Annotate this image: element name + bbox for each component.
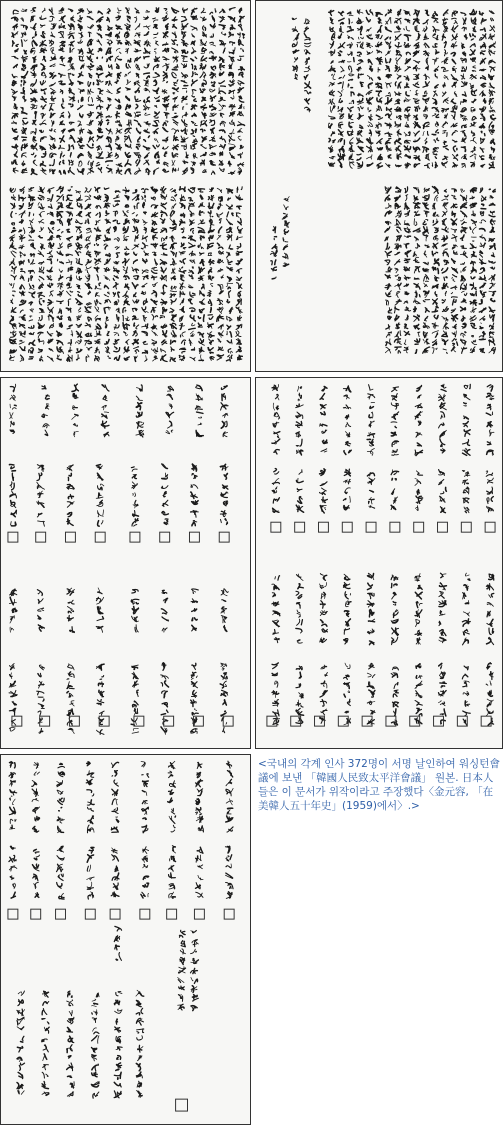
document-panel-5 — [0, 754, 251, 1125]
handwritten-text-columns — [256, 1, 502, 371]
document-panel-1 — [0, 0, 251, 372]
document-panel-4 — [255, 377, 503, 749]
photo-caption: <국내의 각계 인사 372명이 서명 날인하여 워싱턴會議에 보낸 「韓國人民致太平洋會議」 원본. 日本人들은 이 문서가 위작이라고 주장했다〈金元容, 「在美韓人五十年史」(1959)에서〉.> — [258, 758, 500, 812]
handwritten-text-columns — [1, 1, 250, 371]
signature-columns — [256, 378, 502, 748]
document-panel-3 — [0, 377, 251, 749]
document-panel-2 — [255, 0, 503, 372]
signature-columns — [1, 755, 250, 1124]
signature-columns — [1, 378, 250, 748]
